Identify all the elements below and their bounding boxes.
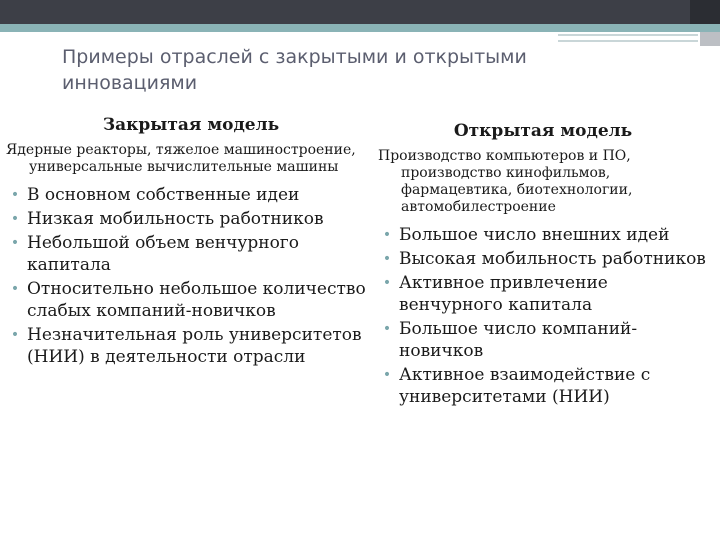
list-item: • Активное привлечение венчурного капитала: [378, 272, 708, 316]
open-model-heading: Открытая модель: [453, 121, 633, 141]
closed-model-list: [6, 184, 366, 368]
bullet-icon: •: [382, 251, 392, 267]
teal-strip: [0, 24, 720, 32]
open-model-list: [378, 224, 708, 408]
bullet-icon: •: [382, 321, 392, 337]
bullet-icon: •: [10, 187, 20, 203]
bullet-icon: •: [10, 281, 20, 297]
list-item: • Высокая мобильность работников: [378, 248, 708, 270]
bullet-icon: •: [382, 227, 392, 243]
bullet-icon: •: [10, 211, 20, 227]
list-item: • Незначительная роль университетов (НИИ) в деятельности отрасли: [6, 324, 366, 368]
list-item: • Низкая мобильность работников: [6, 208, 366, 230]
header-accent-block: [690, 0, 720, 24]
bullet-icon: •: [382, 275, 392, 291]
list-item: • Относительно небольшое количество слабых компаний-новичков: [6, 278, 366, 322]
list-item: • Большое число компаний-новичков: [378, 318, 708, 362]
slide-title: Примеры отраслей с закрытыми и открытыми инновациями: [62, 46, 527, 94]
list-item: • В основном собственные идеи: [6, 184, 366, 206]
open-model-column: [378, 114, 708, 410]
list-item: • Большое число внешних идей: [378, 224, 708, 246]
closed-model-column: [6, 114, 366, 370]
closed-model-industries: Ядерные реакторы, тяжелое машиностроение, универсальные вычислительные машины: [6, 142, 356, 175]
open-model-industries: Производство компьютеров и ПО, производство кинофильмов, фармацевтика, биотехнологии, автомобилестроение: [378, 148, 633, 215]
header-band: [0, 0, 720, 24]
bullet-icon: •: [10, 327, 20, 343]
bullet-icon: •: [10, 235, 20, 251]
closed-model-heading: Закрытая модель: [102, 115, 280, 135]
bullet-icon: •: [382, 367, 392, 383]
list-item: • Небольшой объем венчурного капитала: [6, 232, 366, 276]
list-item: • Активное взаимодействие с университетами (НИИ): [378, 364, 708, 408]
corner-accent: [700, 32, 720, 46]
